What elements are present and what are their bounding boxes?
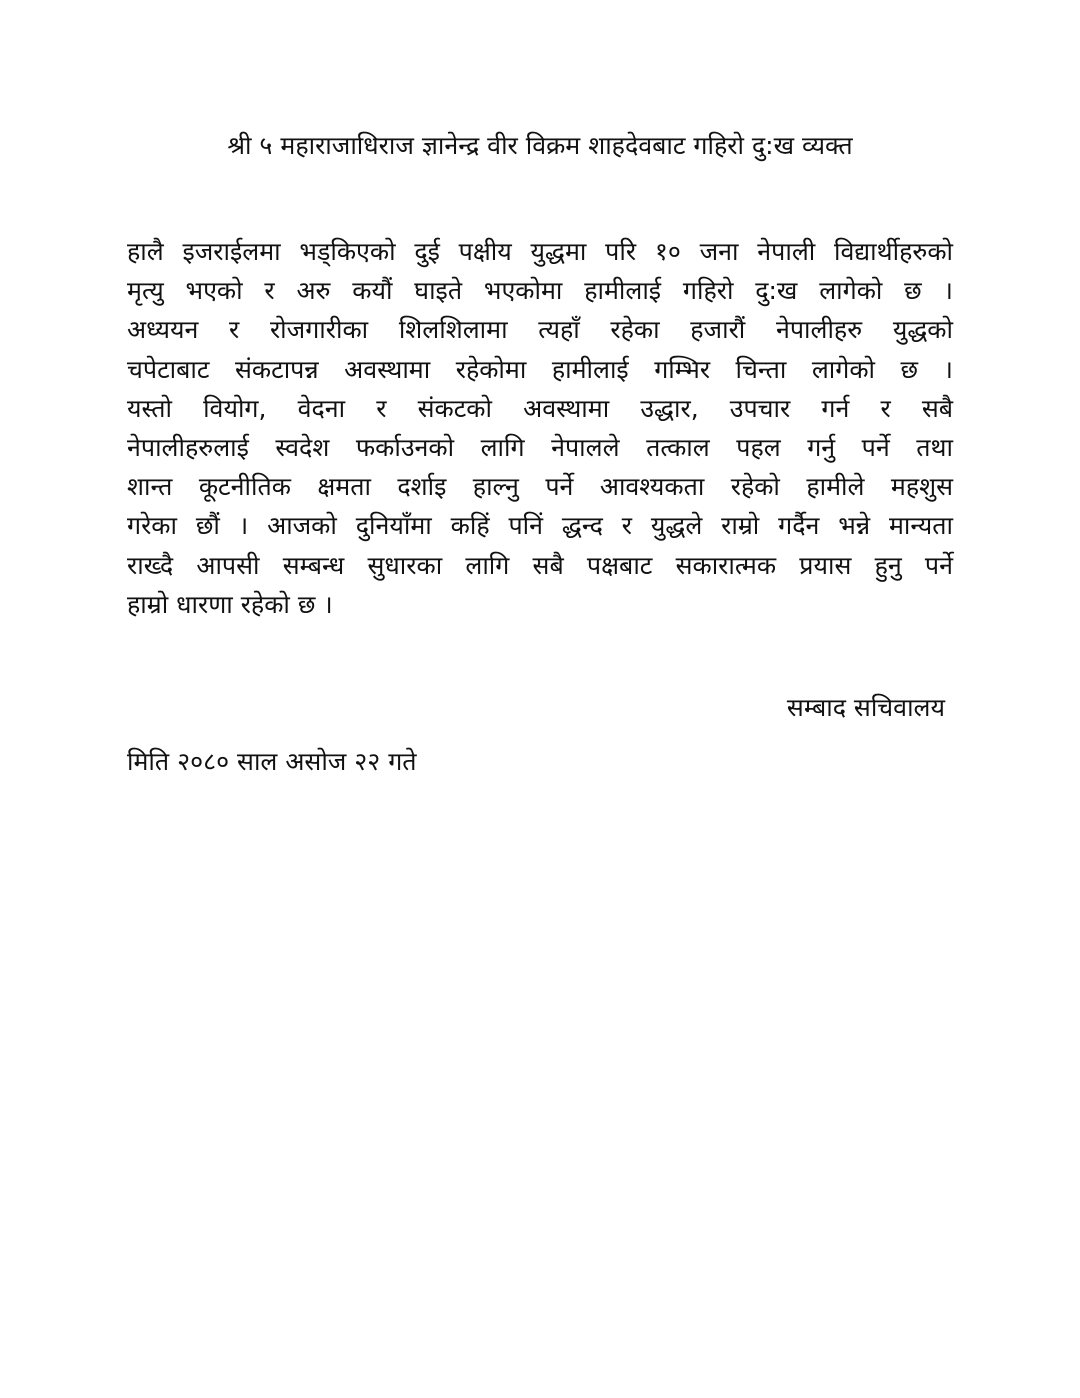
paragraph-line: यस्तो वियोग, वेदना र संकटको अवस्थामा उद्धार, उपचार गर्न र सबै: [127, 393, 953, 423]
statement-paragraph: [127, 232, 953, 624]
paragraph-line: हालै इजराईलमा भड्किएको दुई पक्षीय युद्धमा परि १० जना नेपाली विद्यार्थीहरुको: [127, 237, 953, 266]
paragraph-line: चपेटाबाट संकटापन्न अवस्थामा रहेकोमा हामीलाई गम्भिर चिन्ता लागेको छ ।: [127, 354, 953, 384]
paragraph-line: शान्त कूटनीतिक क्षमता दर्शाइ हाल्नु पर्ने आवश्यकता रहेको हामीले महशुस: [127, 472, 953, 502]
date-line: मिति २०८० साल असोज २२ गते: [127, 747, 417, 776]
document-title: श्री ५ महाराजाधिराज ज्ञानेन्द्र वीर विक्रम शाहदेवबाट गहिरो दु:ख व्यक्त: [227, 131, 853, 160]
signature: सम्बाद सचिवालय: [786, 693, 945, 722]
paragraph-line: गरेका छौं । आजको दुनियाँमा कहिं पनिं द्धन्द र युद्धले राम्रो गर्दैन भन्ने मान्यता: [127, 511, 953, 541]
paragraph-line: मृत्यु भएको र अरु कयौं घाइते भएकोमा हामीलाई गहिरो दु:ख लागेको छ ।: [127, 276, 953, 306]
paragraph-line: हाम्रो धारणा रहेको छ ।: [127, 589, 333, 619]
paragraph-line: राख्दै आपसी सम्बन्ध सुधारका लागि सबै पक्षबाट सकारात्मक प्रयास हुनु पर्ने: [127, 550, 953, 580]
paragraph-line: नेपालीहरुलाई स्वदेश फर्काउनको लागि नेपालले तत्काल पहल गर्नु पर्ने तथा: [127, 432, 953, 462]
paragraph-line: अध्ययन र रोजगारीका शिलशिलामा त्यहाँ रहेका हजारौं नेपालीहरु युद्धको: [127, 315, 953, 345]
